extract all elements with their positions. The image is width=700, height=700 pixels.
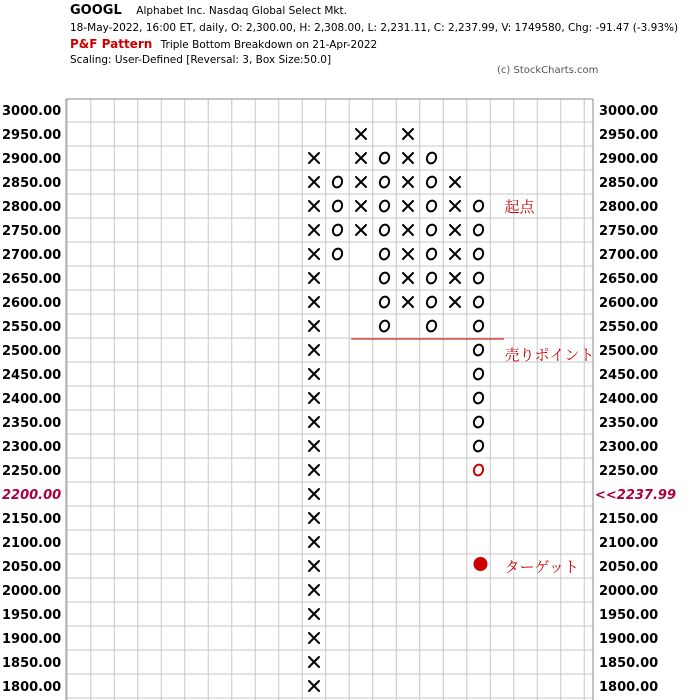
o-box [425,247,437,260]
y-tick-label-left: 2200.00 [2,488,62,503]
x-box [403,129,413,139]
x-box [356,177,366,187]
x-box [450,201,460,211]
x-box [309,153,319,163]
o-box [378,247,390,260]
y-tick-label-right: 1900.00 [599,632,659,647]
y-tick-label-right: 2450.00 [599,368,659,383]
x-box [309,513,319,523]
y-tick-label-right: 2850.00 [599,176,659,191]
o-box [425,319,437,332]
stockcharts-credit: (c) StockCharts.com [497,65,599,76]
x-box [309,633,319,643]
o-box [472,271,484,284]
y-tick-label-left: 1950.00 [2,608,62,623]
y-tick-label-right: 2000.00 [599,584,659,599]
o-box [378,319,390,332]
target-dot [474,557,488,571]
o-box [378,295,390,308]
o-box [472,439,484,452]
x-box [450,249,460,259]
annotation-label: ターゲット [504,558,579,576]
y-tick-label-right: 2350.00 [599,416,659,431]
company-name: Alphabet Inc. Nasdaq Global Select Mkt. [136,5,347,17]
x-box [309,345,319,355]
y-tick-label-right: 2700.00 [599,248,659,263]
y-tick-label-left: 2800.00 [2,200,62,215]
y-tick-label-right: 2650.00 [599,272,659,287]
x-box [403,249,413,259]
y-tick-label-left: 2450.00 [2,368,62,383]
o-box [425,175,437,188]
y-tick-label-left: 1800.00 [2,680,62,695]
x-box [356,153,366,163]
x-box [309,681,319,691]
o-box-latest [472,463,484,476]
y-tick-label-left: 1850.00 [2,656,62,671]
x-box [403,225,413,235]
scaling-line: Scaling: User-Defined [Reversal: 3, Box Size:50.0] [70,54,332,66]
y-tick-label-right: 2500.00 [599,344,659,359]
o-box [331,175,343,188]
y-tick-label-right: 2600.00 [599,296,659,311]
o-box [472,343,484,356]
y-tick-label-right: 2900.00 [599,152,659,167]
pattern-label: P&F Pattern [70,37,153,51]
o-box [378,271,390,284]
x-box [309,489,319,499]
o-box [331,247,343,260]
y-tick-label-left: 2850.00 [2,176,62,191]
x-box [309,537,319,547]
y-tick-label-left: 1900.00 [2,632,62,647]
y-tick-label-left: 2700.00 [2,248,62,263]
x-box [309,201,319,211]
x-box [403,201,413,211]
o-box [378,223,390,236]
x-box [309,417,319,427]
o-box [425,295,437,308]
y-tick-label-left: 3000.00 [2,104,62,119]
x-box [309,225,319,235]
y-tick-label-left: 2300.00 [2,440,62,455]
x-box [450,297,460,307]
o-box [331,199,343,212]
y-tick-label-left: 2400.00 [2,392,62,407]
y-tick-label-right: 2550.00 [599,320,659,335]
x-box [403,297,413,307]
x-box [309,609,319,619]
x-box [403,273,413,283]
o-box [472,415,484,428]
o-box [425,223,437,236]
y-tick-label-left: 2750.00 [2,224,62,239]
x-box [309,393,319,403]
x-box [309,441,319,451]
y-tick-label-right: 1850.00 [599,656,659,671]
y-tick-label-right: 1800.00 [599,680,659,695]
o-box [378,175,390,188]
o-box [378,151,390,164]
o-box [425,271,437,284]
x-box [309,297,319,307]
y-tick-label-left: 2150.00 [2,512,62,527]
x-box [450,177,460,187]
y-tick-label-right: 2800.00 [599,200,659,215]
y-tick-label-right: 2150.00 [599,512,659,527]
x-box [309,273,319,283]
y-tick-label-left: 2000.00 [2,584,62,599]
o-box [425,151,437,164]
x-box [309,369,319,379]
y-tick-label-right: 2750.00 [599,224,659,239]
x-box [450,273,460,283]
y-tick-label-left: 2250.00 [2,464,62,479]
y-tick-label-right: 2950.00 [599,128,659,143]
y-tick-label-left: 2500.00 [2,344,62,359]
x-box [403,153,413,163]
x-box [356,129,366,139]
y-tick-label-right: 1950.00 [599,608,659,623]
x-box [450,225,460,235]
y-tick-label-left: 2600.00 [2,296,62,311]
y-tick-label-right: 2400.00 [599,392,659,407]
pattern-text: Triple Bottom Breakdown on 21-Apr-2022 [160,39,378,51]
y-tick-label-right: 2300.00 [599,440,659,455]
y-tick-label-left: 2900.00 [2,152,62,167]
o-box [472,199,484,212]
o-box [472,295,484,308]
x-box [309,585,319,595]
o-box [472,319,484,332]
x-box [309,249,319,259]
x-box [356,225,366,235]
x-box [309,177,319,187]
annotation-label: 売りポイント [504,346,595,364]
y-tick-label-left: 2350.00 [2,416,62,431]
o-box [472,391,484,404]
y-tick-label-right: 3000.00 [599,104,659,119]
x-box [403,177,413,187]
last-price-label: <<2237.99 [595,488,676,503]
annotation-label: 起点 [504,198,535,216]
y-tick-label-left: 2100.00 [2,536,62,551]
o-box [378,199,390,212]
x-box [356,201,366,211]
y-tick-label-right: 2250.00 [599,464,659,479]
y-tick-label-right: 2100.00 [599,536,659,551]
o-box [472,367,484,380]
y-tick-label-left: 2950.00 [2,128,62,143]
x-box [309,657,319,667]
o-box [331,223,343,236]
y-tick-label-left: 2050.00 [2,560,62,575]
o-box [472,223,484,236]
x-box [309,465,319,475]
x-box [309,561,319,571]
y-tick-label-right: 2050.00 [599,560,659,575]
o-box [472,247,484,260]
quote-line: 18-May-2022, 16:00 ET, daily, O: 2,300.00, H: 2,308.00, L: 2,231.11, C: 2,237.99, V: 1749580, Chg: -91.47 (-3.93%) [70,22,679,34]
y-tick-label-left: 2650.00 [2,272,62,287]
ticker-symbol: GOOGL [70,3,122,18]
x-box [309,321,319,331]
y-tick-label-left: 2550.00 [2,320,62,335]
o-box [425,199,437,212]
